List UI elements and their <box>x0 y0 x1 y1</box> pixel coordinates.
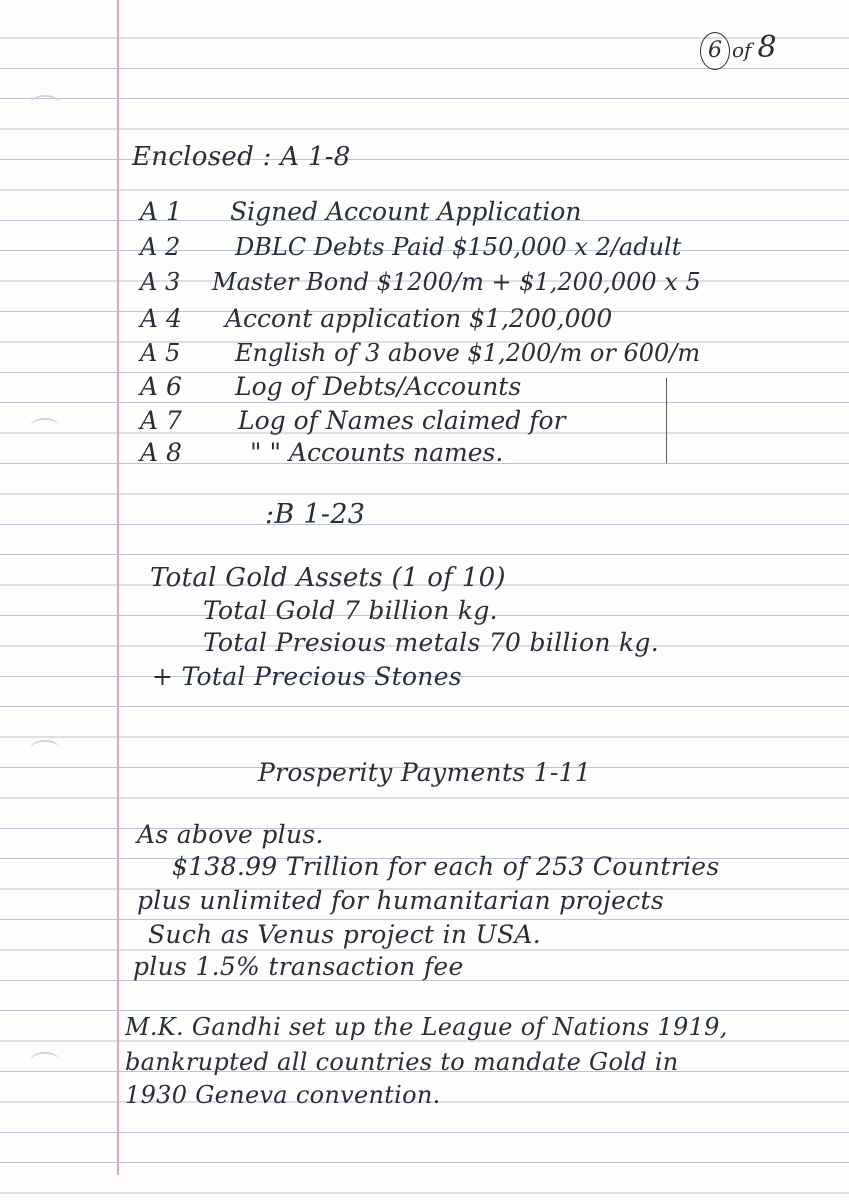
page-number-total: 8 <box>757 30 777 65</box>
punch-hole <box>30 95 60 113</box>
punch-hole <box>30 740 60 758</box>
punch-hole <box>30 1052 60 1070</box>
page-number-current: 6 <box>700 32 730 70</box>
enclosed-item-code: A 2 <box>140 233 181 261</box>
enclosed-item <box>140 304 612 334</box>
enclosed-item <box>140 406 566 436</box>
section-b-title: :B 1-23 <box>265 499 366 530</box>
enclosed-item <box>140 338 700 368</box>
enclosed-item-code: A 7 <box>140 406 182 435</box>
page-number-of: of <box>732 38 752 62</box>
enclosed-item-text: Master Bond $1200/m + $1,200,000 x 5 <box>212 268 701 296</box>
prosperity-title: Prosperity Payments 1-11 <box>258 758 592 787</box>
enclosed-item-code: A 6 <box>140 372 182 401</box>
enclosed-item-text: " " Accounts names. <box>250 438 504 467</box>
margin-stroke <box>666 378 667 463</box>
prosperity-line: plus 1.5% transaction fee <box>133 952 464 981</box>
enclosed-item <box>140 372 521 402</box>
gold-line: Total Presious metals 70 billion kg. <box>203 628 659 657</box>
gandhi-line: 1930 Geneva convention. <box>125 1081 441 1109</box>
enclosed-item-code: A 3 <box>140 268 181 296</box>
gold-line: + Total Precious Stones <box>152 662 462 691</box>
enclosed-item-text: Accont application $1,200,000 <box>225 304 613 333</box>
enclosed-item <box>140 232 681 262</box>
gandhi-line: M.K. Gandhi set up the League of Nations 1919, <box>125 1013 728 1041</box>
gold-title: Total Gold Assets (1 of 10) <box>150 563 506 593</box>
enclosed-item <box>140 267 701 297</box>
enclosed-item <box>140 197 581 227</box>
prosperity-line: Such as Venus project in USA. <box>148 920 541 949</box>
gold-line: Total Gold 7 billion kg. <box>203 596 498 625</box>
prosperity-line: plus unlimited for humanitarian projects <box>137 886 664 915</box>
enclosed-item-code: A 1 <box>140 197 182 226</box>
enclosed-item-text: DBLC Debts Paid $150,000 x 2/adult <box>235 233 682 261</box>
page-number <box>700 30 777 70</box>
prosperity-line: $138.99 Trillion for each of 253 Countries <box>172 852 720 881</box>
punch-hole <box>30 418 60 436</box>
enclosed-item-text: Log of Names claimed for <box>238 406 566 435</box>
enclosed-item-code: A 4 <box>140 304 182 333</box>
margin-line <box>117 0 119 1175</box>
enclosed-item-code: A 8 <box>140 438 182 467</box>
prosperity-line: As above plus. <box>137 820 324 849</box>
enclosed-item-text: Log of Debts/Accounts <box>235 372 522 401</box>
enclosed-item <box>140 438 503 468</box>
enclosed-item-code: A 5 <box>140 339 181 367</box>
enclosed-title: Enclosed : A 1-8 <box>132 142 351 172</box>
enclosed-item-text: Signed Account Application <box>230 197 582 226</box>
gandhi-line: bankrupted all countries to mandate Gold in <box>125 1048 679 1076</box>
enclosed-item-text: English of 3 above $1,200/m or 600/m <box>235 339 701 367</box>
